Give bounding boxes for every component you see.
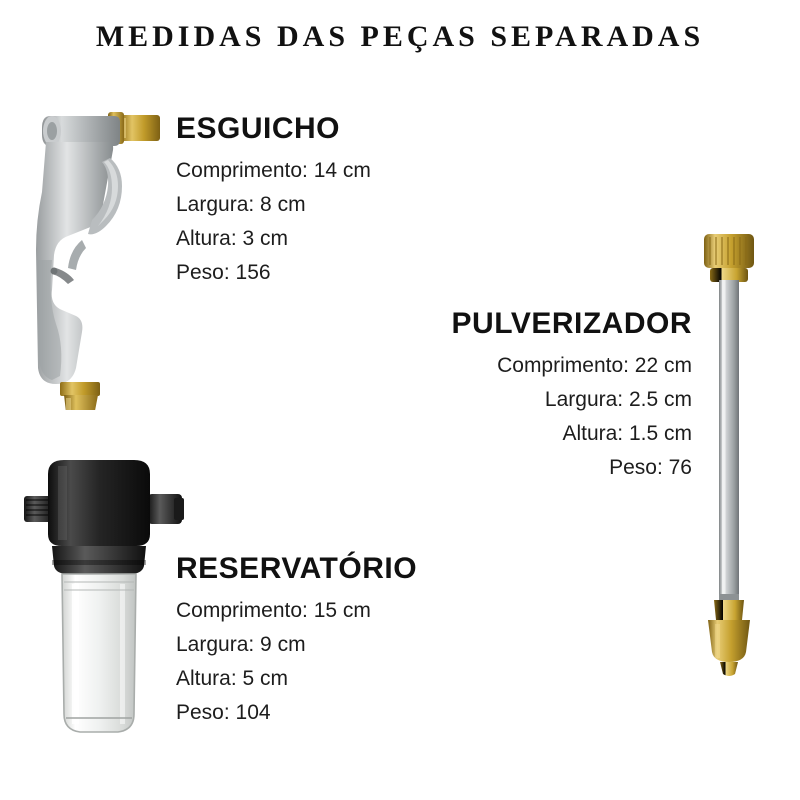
pulverizador-spec-altura: Altura: 1.5 cm — [562, 422, 692, 446]
page-title: MEDIDAS DAS PEÇAS SEPARADAS — [95, 20, 705, 53]
spray-gun-icon — [22, 100, 172, 410]
pulverizador-spec-block — [392, 307, 692, 485]
reservatorio-title: RESERVATÓRIO — [176, 552, 418, 585]
reservatorio-spec-altura: Altura: 5 cm — [176, 667, 289, 691]
pulverizador-spec-comprimento: Comprimento: 22 cm — [497, 354, 692, 377]
reservatorio-spec-peso: Peso: 104 — [176, 701, 271, 725]
pulverizador-spec-largura: Largura: 2.5 cm — [544, 388, 692, 412]
pulverizador-title: PULVERIZADOR — [451, 307, 692, 340]
esguicho-spec-block — [176, 112, 371, 290]
reservatorio-spec-block — [176, 552, 417, 730]
esguicho-title: ESGUICHO — [176, 112, 341, 145]
pulverizador-spec-peso: Peso: 76 — [609, 456, 692, 480]
spray-lance-icon — [686, 228, 772, 678]
esguicho-spec-largura: Largura: 8 cm — [176, 193, 306, 217]
foam-bottle-icon — [22, 450, 187, 740]
esguicho-spec-comprimento: Comprimento: 14 cm — [176, 159, 371, 182]
reservatorio-spec-comprimento: Comprimento: 15 cm — [176, 599, 371, 622]
reservatorio-spec-largura: Largura: 9 cm — [176, 633, 306, 657]
esguicho-spec-altura: Altura: 3 cm — [176, 227, 289, 251]
esguicho-spec-peso: Peso: 156 — [176, 261, 271, 285]
